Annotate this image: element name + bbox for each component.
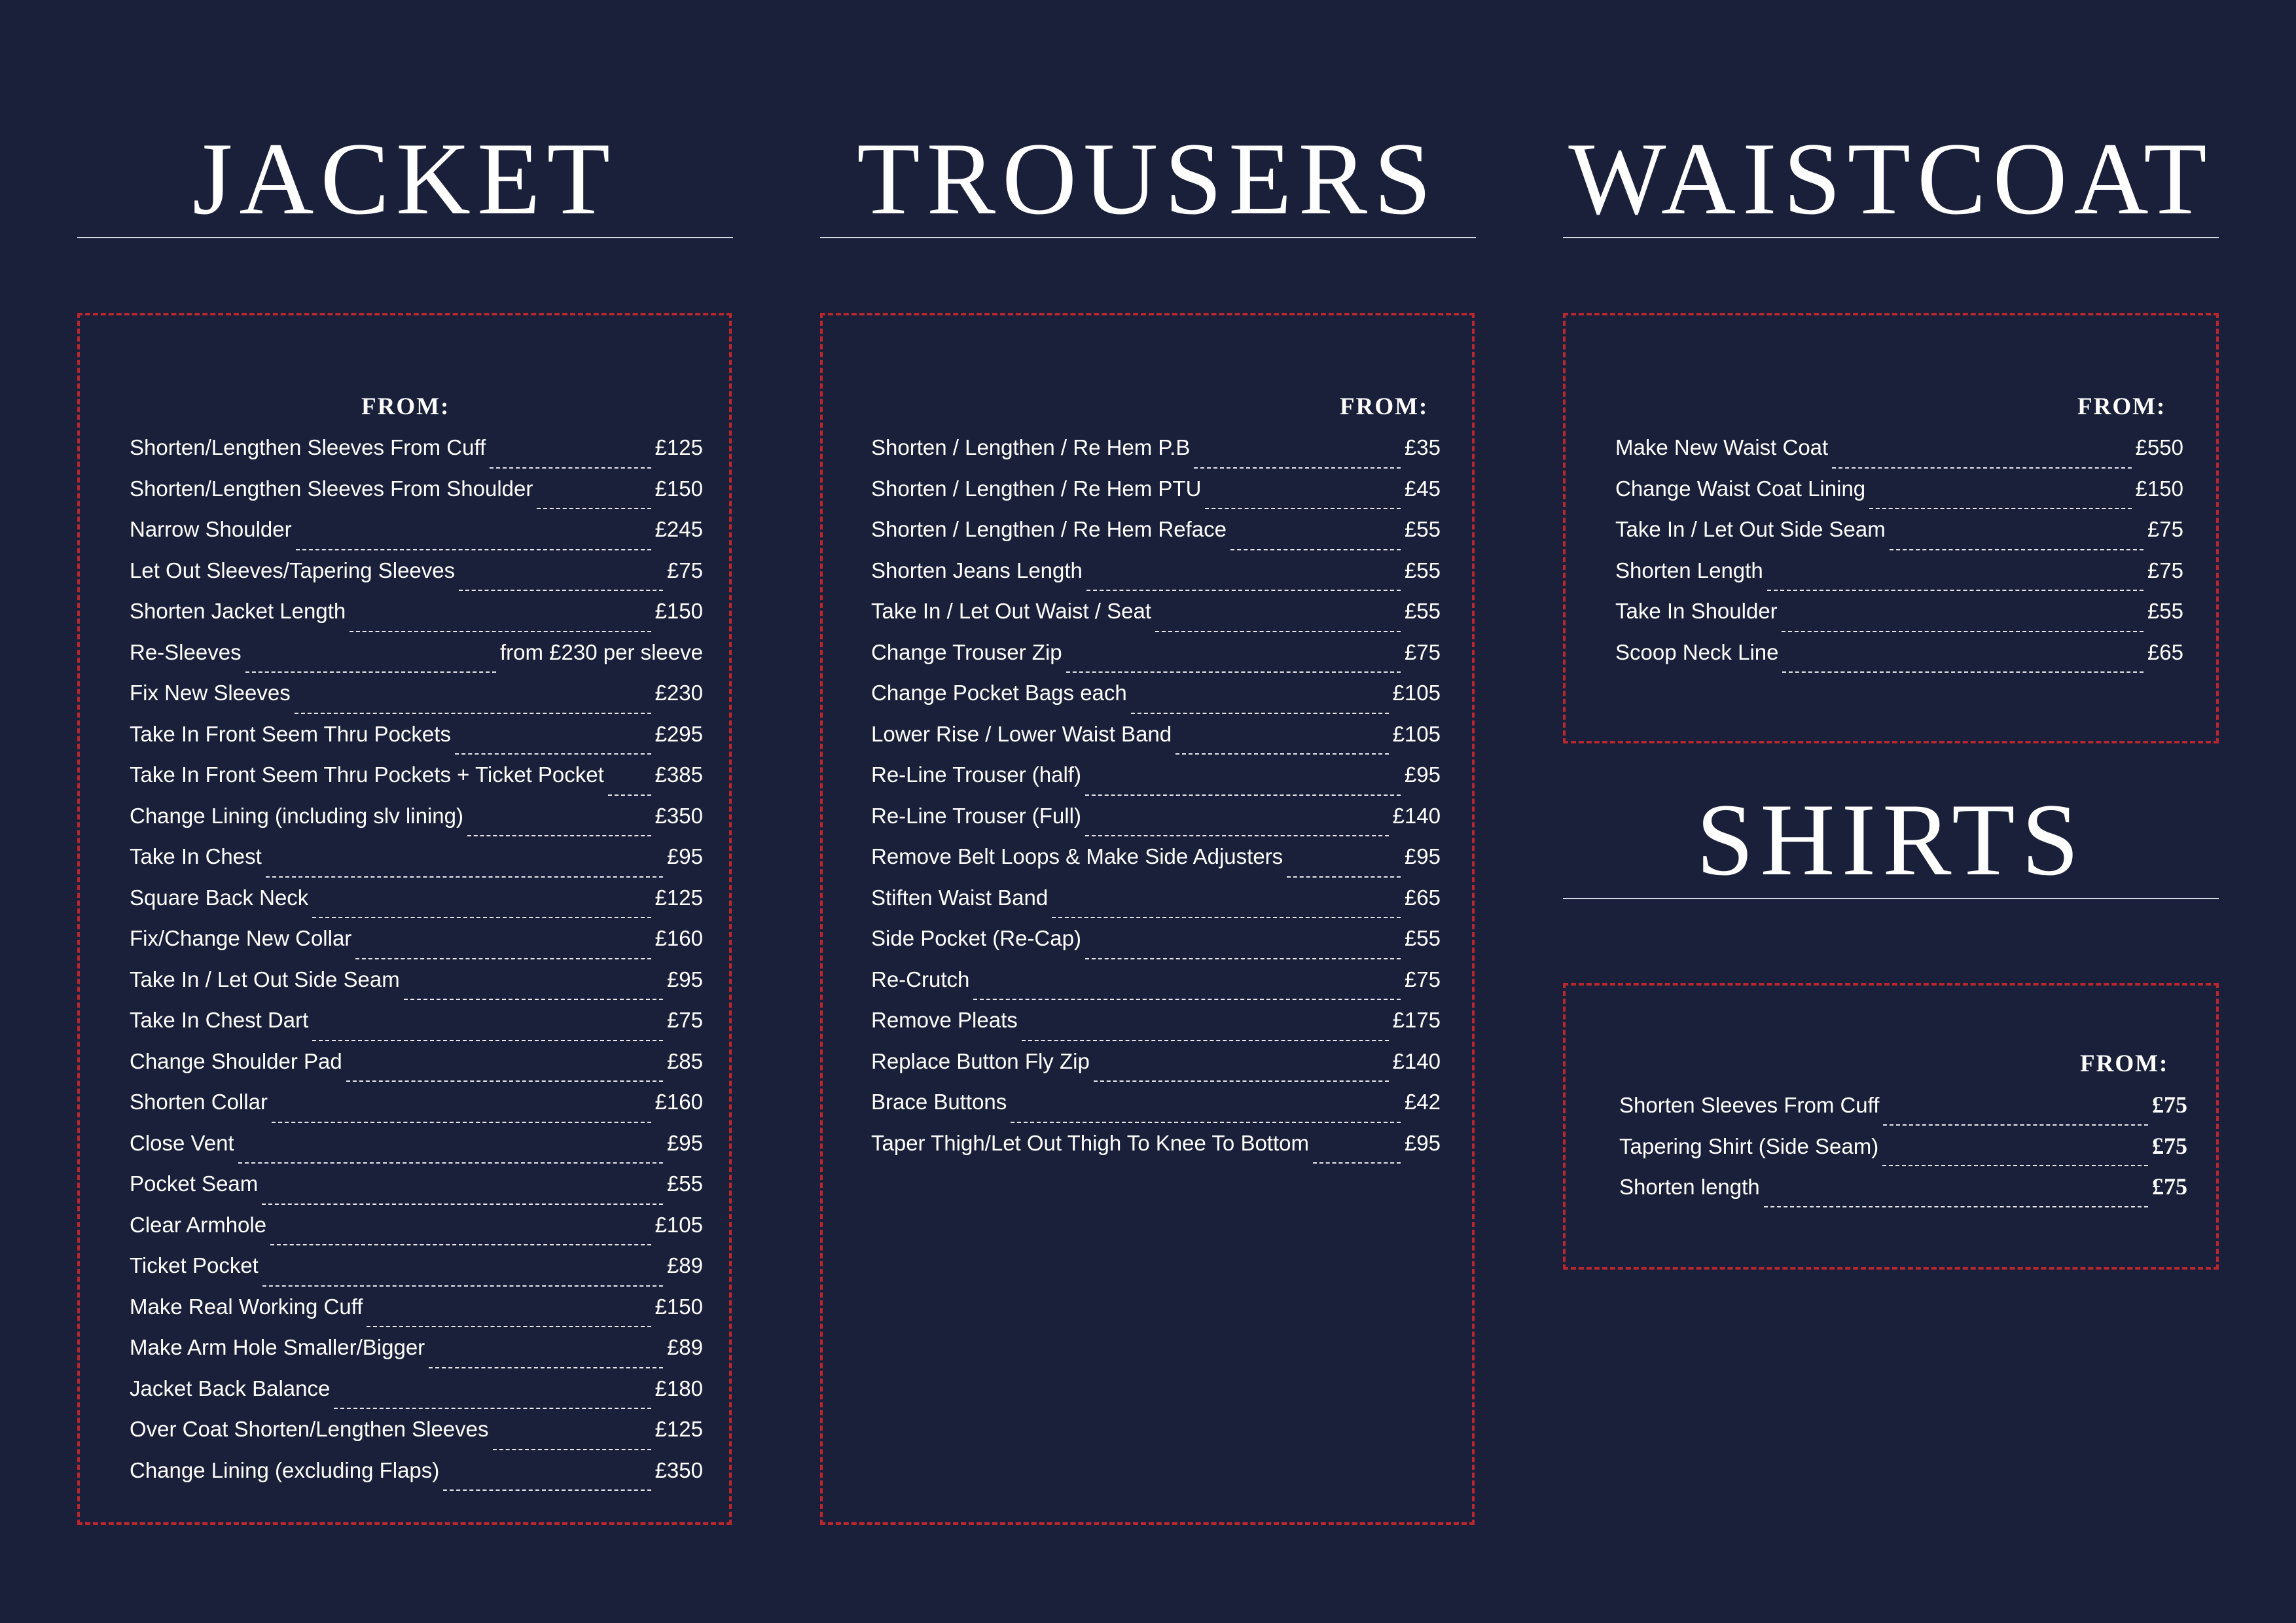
service-name: Replace Button Fly Zip	[871, 1048, 1090, 1073]
price-list-item	[1615, 591, 2183, 632]
price-list-item	[130, 550, 703, 592]
service-name: Change Pocket Bags each	[871, 681, 1127, 705]
waistcoat-price-panel	[1563, 313, 2219, 743]
dotted-leader	[1782, 643, 2143, 673]
service-price: £350	[655, 803, 703, 828]
service-name: Make New Waist Coat	[1615, 435, 1829, 459]
service-name: Re-Sleeves	[130, 639, 242, 664]
dotted-leader	[245, 643, 496, 673]
dotted-leader	[270, 1215, 651, 1245]
service-price: £85	[666, 1048, 703, 1073]
waistcoat-title-rule	[1563, 237, 2219, 238]
price-list-item	[1619, 1166, 2187, 1207]
price-list-item	[1615, 509, 2183, 550]
jacket-from-label: FROM:	[361, 393, 450, 420]
dotted-leader	[1085, 929, 1401, 959]
service-name: Shorten / Lengthen / Re Hem PTU	[871, 476, 1202, 501]
dotted-leader	[346, 1052, 663, 1082]
dotted-leader	[1883, 1096, 2148, 1126]
price-list-item	[1615, 469, 2183, 510]
service-name: Side Pocket (Re-Cap)	[871, 926, 1081, 950]
service-price: £125	[655, 885, 703, 910]
service-name: Shorten/Lengthen Sleeves From Cuff	[130, 435, 486, 459]
dotted-leader	[404, 970, 663, 1000]
service-price: £105	[655, 1212, 703, 1237]
service-name: Shorten Length	[1615, 558, 1763, 582]
price-list-item	[130, 1287, 703, 1328]
dotted-leader	[238, 1133, 663, 1164]
price-list-item	[1615, 550, 2183, 592]
dotted-leader	[1155, 602, 1401, 632]
service-name: Take In Front Seem Thru Pockets + Ticket Pocket	[130, 762, 604, 787]
dotted-leader	[1767, 561, 2144, 591]
service-name: Square Back Neck	[130, 885, 309, 910]
price-list-item	[871, 427, 1441, 469]
service-name: Take In / Let Out Side Seam	[130, 967, 400, 991]
service-price: £42	[1404, 1090, 1441, 1114]
service-price: £125	[655, 1417, 703, 1441]
jacket-title-rule	[77, 237, 733, 238]
service-price: £160	[655, 1090, 703, 1114]
dotted-leader	[1066, 643, 1401, 673]
service-price: £95	[666, 967, 703, 991]
price-list-item	[871, 755, 1441, 796]
price-list-item	[871, 1041, 1441, 1082]
service-name: Shorten / Lengthen / Re Hem Reface	[871, 517, 1227, 541]
service-price: £175	[1392, 1008, 1441, 1032]
price-list-item	[130, 1450, 703, 1491]
dotted-leader	[312, 1011, 663, 1041]
service-name: Pocket Seam	[130, 1171, 259, 1196]
dotted-leader	[1869, 479, 2131, 509]
dotted-leader	[1011, 1093, 1401, 1123]
service-name: Take In Chest	[130, 844, 262, 868]
service-price: £55	[1404, 558, 1441, 582]
dotted-leader	[1313, 1133, 1401, 1164]
service-name: Over Coat Shorten/Lengthen Sleeves	[130, 1417, 489, 1441]
dotted-leader	[443, 1461, 651, 1491]
service-price: £295	[655, 721, 703, 746]
service-name: Brace Buttons	[871, 1090, 1007, 1114]
service-price: £95	[666, 844, 703, 868]
dotted-leader	[490, 438, 651, 469]
trousers-title: TROUSERS	[857, 122, 1438, 236]
service-price: £75	[2152, 1132, 2187, 1159]
service-name: Tapering Shirt (Side Seam)	[1619, 1133, 1879, 1158]
jacket-price-list	[130, 427, 703, 1491]
price-list-item	[871, 1082, 1441, 1123]
price-list-item	[130, 1082, 703, 1123]
dotted-leader	[455, 724, 651, 755]
price-list-item	[871, 1000, 1441, 1041]
price-list-item	[130, 1000, 703, 1041]
price-list-item	[871, 918, 1441, 959]
service-price: £350	[655, 1457, 703, 1482]
service-price: £55	[2147, 599, 2183, 623]
trousers-price-list	[871, 427, 1441, 1164]
dotted-leader	[266, 847, 663, 878]
service-price: £230	[655, 681, 703, 705]
service-name: Lower Rise / Lower Waist Band	[871, 721, 1172, 746]
price-list-item	[130, 1368, 703, 1410]
service-name: Re-Line Trouser (Full)	[871, 803, 1081, 828]
service-name: Take In Front Seem Thru Pockets	[130, 721, 451, 746]
price-list-item	[871, 591, 1441, 632]
service-price: £95	[1404, 1130, 1441, 1155]
service-price: £75	[2152, 1173, 2187, 1200]
dotted-leader	[608, 766, 651, 796]
price-list-item	[871, 632, 1441, 673]
price-list-item	[871, 1123, 1441, 1164]
service-price: £75	[666, 558, 703, 582]
dotted-leader	[262, 1175, 663, 1205]
service-price: £65	[1404, 885, 1441, 910]
service-name: Jacket Back Balance	[130, 1376, 331, 1400]
waistcoat-from-label: FROM:	[2077, 393, 2166, 420]
waistcoat-title: WAISTCOAT	[1568, 122, 2214, 236]
jacket-price-panel	[77, 313, 732, 1525]
price-list-item	[871, 836, 1441, 878]
dotted-leader	[1131, 684, 1389, 714]
price-list-item	[871, 550, 1441, 592]
service-name: Shorten / Lengthen / Re Hem P.B	[871, 435, 1191, 459]
dotted-leader	[312, 888, 651, 918]
service-name: Ticket Pocket	[130, 1253, 259, 1277]
service-price: £75	[2147, 517, 2183, 541]
service-price: £55	[1404, 926, 1441, 950]
price-list-item	[130, 878, 703, 919]
price-list-item	[130, 591, 703, 632]
service-name: Make Real Working Cuff	[130, 1294, 363, 1319]
service-name: Fix New Sleeves	[130, 681, 291, 705]
service-price: £75	[1404, 967, 1441, 991]
service-name: Shorten/Lengthen Sleeves From Shoulder	[130, 476, 533, 501]
price-list-item	[1615, 427, 2183, 469]
service-price: £75	[1404, 639, 1441, 664]
price-list-item	[130, 427, 703, 469]
service-name: Shorten Jeans Length	[871, 558, 1083, 582]
dotted-leader	[295, 684, 651, 714]
service-name: Take In Chest Dart	[130, 1008, 309, 1032]
price-list-item	[871, 796, 1441, 837]
service-name: Shorten Sleeves From Cuff	[1619, 1093, 1880, 1117]
service-name: Fix/Change New Collar	[130, 926, 352, 950]
waistcoat-price-list	[1615, 427, 2183, 673]
price-list-item	[130, 959, 703, 1001]
price-list-item	[871, 714, 1441, 755]
price-list-item	[871, 509, 1441, 550]
price-list-item	[1615, 632, 2183, 673]
shirts-price-list	[1619, 1084, 2187, 1207]
service-price: from £230 per sleeve	[499, 639, 703, 664]
service-name: Change Lining (excluding Flaps)	[130, 1457, 440, 1482]
dotted-leader	[272, 1093, 651, 1123]
dotted-leader	[493, 1420, 651, 1450]
service-name: Let Out Sleeves/Tapering Sleeves	[130, 558, 456, 582]
service-name: Stiften Waist Band	[871, 885, 1049, 910]
price-list-item	[130, 1205, 703, 1246]
service-price: £140	[1392, 1048, 1441, 1073]
dotted-leader	[262, 1257, 663, 1287]
service-price: £95	[1404, 844, 1441, 868]
price-list-item	[130, 796, 703, 837]
dotted-leader	[973, 970, 1401, 1000]
dotted-leader	[1890, 520, 2144, 550]
service-name: Clear Armhole	[130, 1212, 267, 1237]
service-name: Change Waist Coat Lining	[1615, 476, 1866, 501]
service-name: Change Shoulder Pad	[130, 1048, 342, 1073]
dotted-leader	[350, 602, 651, 632]
service-name: Shorten Collar	[130, 1090, 268, 1114]
price-list-item	[130, 918, 703, 959]
price-list-item	[130, 755, 703, 796]
dotted-leader	[1085, 806, 1389, 836]
dotted-leader	[296, 520, 651, 550]
service-price: £385	[655, 762, 703, 787]
price-list-item	[130, 632, 703, 673]
service-price: £150	[655, 476, 703, 501]
service-price: £150	[655, 1294, 703, 1319]
service-price: £140	[1392, 803, 1441, 828]
service-price: £95	[1404, 762, 1441, 787]
service-price: £75	[2152, 1092, 2187, 1118]
service-price: £245	[655, 517, 703, 541]
dotted-leader	[334, 1379, 651, 1409]
price-list-item	[130, 1409, 703, 1450]
service-name: Change Lining (including slv lining)	[130, 803, 463, 828]
service-price: £105	[1392, 681, 1441, 705]
price-list-item	[1619, 1084, 2187, 1126]
dotted-leader	[467, 806, 651, 836]
price-list-item	[130, 714, 703, 755]
service-price: £65	[2147, 639, 2183, 664]
price-list-item	[130, 1327, 703, 1368]
service-price: £75	[2147, 558, 2183, 582]
service-name: Change Trouser Zip	[871, 639, 1062, 664]
dotted-leader	[1764, 1177, 2148, 1207]
dotted-leader	[1085, 766, 1401, 796]
dotted-leader	[1175, 724, 1388, 755]
price-list-item	[130, 673, 703, 714]
dotted-leader	[1882, 1136, 2148, 1166]
trousers-price-panel	[820, 313, 1475, 1525]
service-price: £75	[666, 1008, 703, 1032]
service-name: Shorten length	[1619, 1175, 1760, 1199]
shirts-title: SHIRTS	[1696, 783, 2086, 897]
price-list-item	[130, 509, 703, 550]
trousers-title-rule	[820, 237, 1476, 238]
price-list-item	[130, 1123, 703, 1164]
dotted-leader	[1194, 438, 1401, 469]
dotted-leader	[459, 561, 663, 591]
dotted-leader	[367, 1297, 651, 1327]
dotted-leader	[429, 1338, 663, 1368]
price-list-item	[130, 1041, 703, 1082]
price-list-item	[871, 673, 1441, 714]
price-list-item	[130, 836, 703, 878]
service-name: Close Vent	[130, 1130, 234, 1155]
service-price: £550	[2135, 435, 2183, 459]
dotted-leader	[1287, 847, 1401, 878]
dotted-leader	[1230, 520, 1401, 550]
service-price: £125	[655, 435, 703, 459]
service-name: Shorten Jacket Length	[130, 599, 346, 623]
service-name: Take In / Let Out Side Seam	[1615, 517, 1886, 541]
dotted-leader	[1052, 888, 1401, 918]
service-name: Narrow Shoulder	[130, 517, 292, 541]
service-price: £55	[1404, 599, 1441, 623]
price-list-item	[130, 1245, 703, 1287]
service-price: £55	[666, 1171, 703, 1196]
trousers-from-label: FROM:	[1340, 393, 1429, 420]
price-list-item	[871, 469, 1441, 510]
service-name: Scoop Neck Line	[1615, 639, 1779, 664]
service-price: £95	[666, 1130, 703, 1155]
dotted-leader	[355, 929, 651, 959]
dotted-leader	[1832, 438, 2131, 469]
shirts-title-rule	[1563, 898, 2219, 899]
dotted-leader	[1086, 561, 1401, 591]
service-name: Take In / Let Out Waist / Seat	[871, 599, 1151, 623]
price-list-item	[871, 959, 1441, 1001]
price-list-item	[1619, 1126, 2187, 1167]
service-name: Remove Pleats	[871, 1008, 1018, 1032]
price-list-item	[130, 469, 703, 510]
dotted-leader	[1205, 479, 1401, 509]
service-name: Make Arm Hole Smaller/Bigger	[130, 1335, 425, 1359]
jacket-title: JACKET	[192, 122, 617, 236]
dotted-leader	[1782, 602, 2144, 632]
service-price: £89	[666, 1253, 703, 1277]
service-price: £180	[655, 1376, 703, 1400]
shirts-from-label: FROM:	[2080, 1050, 2169, 1077]
price-list-item	[871, 878, 1441, 919]
dotted-leader	[1094, 1052, 1389, 1082]
service-price: £89	[666, 1335, 703, 1359]
dotted-leader	[537, 479, 651, 509]
service-name: Remove Belt Loops & Make Side Adjusters	[871, 844, 1283, 868]
service-name: Re-Crutch	[871, 967, 970, 991]
service-name: Re-Line Trouser (half)	[871, 762, 1081, 787]
service-name: Taper Thigh/Let Out Thigh To Knee To Bottom	[871, 1130, 1309, 1155]
service-price: £150	[655, 599, 703, 623]
shirts-price-panel	[1563, 983, 2219, 1270]
service-name: Take In Shoulder	[1615, 599, 1778, 623]
service-price: £55	[1404, 517, 1441, 541]
service-price: £160	[655, 926, 703, 950]
service-price: £35	[1404, 435, 1441, 459]
service-price: £150	[2135, 476, 2183, 501]
service-price: £105	[1392, 721, 1441, 746]
service-price: £45	[1404, 476, 1441, 501]
price-list-item	[130, 1164, 703, 1205]
dotted-leader	[1022, 1011, 1389, 1041]
